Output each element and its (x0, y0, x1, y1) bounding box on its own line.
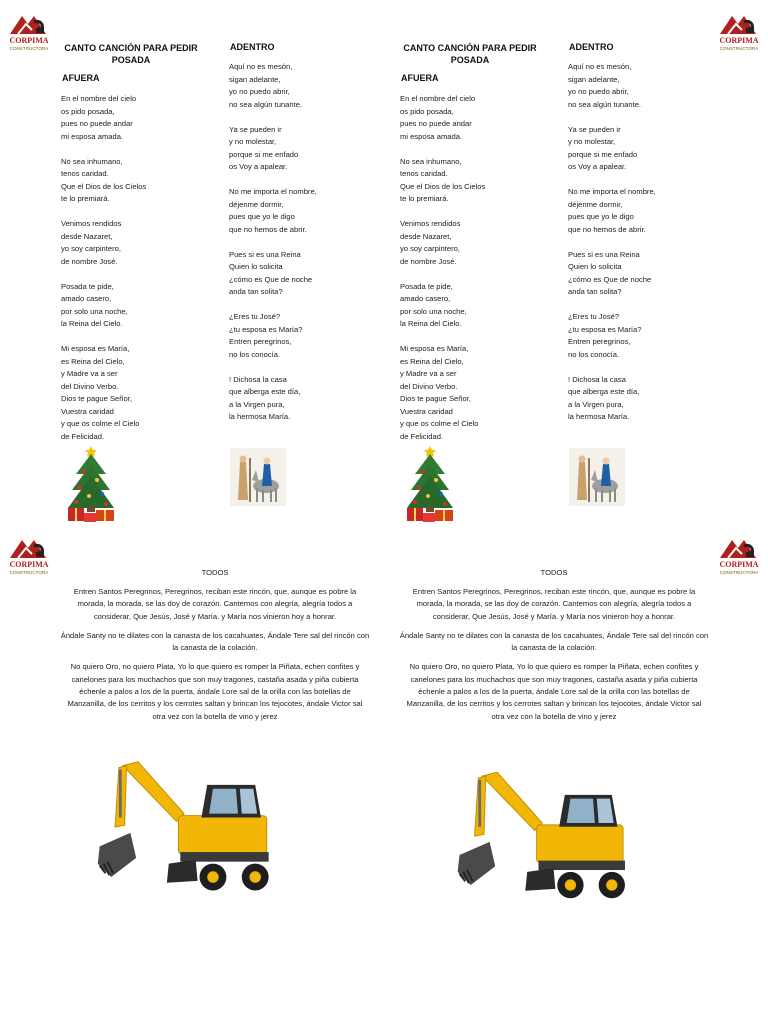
svg-text:CORPIMA: CORPIMA (719, 560, 759, 569)
adentro-stanza: ! Dichosa la casa que alberga este día, a la Virgen pura, la hermosa María. (229, 374, 301, 421)
afuera-stanza: Mi esposa es María, es Reina del Cielo, y Madre va a ser del Divino Verbo. Dios te pague Señor, Vuestra caridad y que os colme el Cielo de Felicidad. (400, 344, 479, 441)
adentro-stanza: Pues si es una Reina Quien lo solicita ¿cómo es Que de noche anda tan solita? (229, 249, 313, 296)
christmas-tree-image (62, 444, 120, 529)
nativity-image (230, 448, 286, 511)
afuera-stanza: Mi esposa es María, es Reina del Cielo, y Madre va a ser del Divino Verbo. Dios te pague Señor, Vuestra caridad y que os colme el Cielo de Felicidad. (61, 344, 140, 441)
afuera-heading: AFUERA (62, 73, 100, 83)
todos-paragraph: Entren Santos Peregrinos, Peregrinos, reciban este rincón, que, aunque es pobre la morada, la morada, se las doy de corazón. Cantemos con alegría, alegría todos a considerar, Que Jesús, José y María. y María nos vinieron hoy a honrar. (412, 587, 696, 621)
afuera-stanza: En el nombre del cielo os pido posada, pues no puede andar mi esposa amada. (61, 94, 137, 141)
corpima-logo (4, 530, 54, 580)
afuera-stanza: Posada te pide, amado casero, por solo una noche, la Reina del Cielo. (61, 281, 128, 328)
adentro-stanza: Pues si es una Reina Quien lo solicita ¿cómo es Que de noche anda tan solita? (568, 249, 652, 296)
adentro-heading: ADENTRO (230, 42, 275, 52)
excavator-image (452, 766, 640, 917)
adentro-stanza: ¿Eres tu José? ¿tu esposa es María? Entren peregrinos, no los conocía. (229, 312, 303, 359)
afuera-stanza: Venimos rendidos desde Nazaret, yo soy carpintero, de nombre José. (400, 219, 461, 266)
svg-text:CONSTRUCTORA: CONSTRUCTORA (9, 46, 49, 51)
adentro-stanza: No me importa el nombre, déjenme dormir, pues que yo le digo que no hemos de abrir. (568, 187, 656, 234)
afuera-verses (61, 93, 211, 443)
christmas-tree-image (401, 444, 459, 529)
adentro-stanza: Aquí no es mesón, sigan adelante, yo no puedo abrir, no sea algún tunante. (229, 62, 303, 109)
todos-paragraph: No quiero Oro, no quiero Plata, Yo lo que quiero es romper la Piñata, echen confites y canelones para los muchachos que son muy tragones, castaña asada y piña cubierta échenle a palos a los de la puerta, ándale Lore sal de la orilla con las botellas de Manzanilla, de los cerritos y los cerrotes saltan y brincan los tejocotes, ándale Victor sal otra vez con la botella de vino y jerez (67, 662, 363, 721)
adentro-stanza: Aquí no es mesón, sigan adelante, yo no puedo abrir, no sea algún tunante. (568, 62, 642, 109)
adentro-verses (568, 61, 718, 424)
todos-paragraph: Ándale Santy no te dilates con la canasta de los cacahuates, Ándale Tere sal del rincón con la canasta de la colación. (60, 630, 370, 653)
nativity-image (569, 448, 625, 511)
adentro-stanza: ¿Eres tu José? ¿tu esposa es María? Entren peregrinos, no los conocía. (568, 312, 642, 359)
todos-paragraph: Entren Santos Peregrinos, Peregrinos, reciban este rincón, que, aunque es pobre la morada, la morada, se las doy de corazón. Cantemos con alegría, alegría todos a considerar, Que Jesús, José y María. y María nos vinieron hoy a honrar. (73, 587, 357, 621)
corpima-logo (4, 6, 54, 56)
adentro-stanza: ! Dichosa la casa que alberga este día, a la Virgen pura, la hermosa María. (568, 374, 640, 421)
svg-text:CORPIMA: CORPIMA (719, 36, 759, 45)
corpima-logo (714, 6, 764, 56)
svg-text:CONSTRUCTORA: CONSTRUCTORA (719, 46, 759, 51)
afuera-stanza: No sea inhumano, tenos caridad. Que el Dios de los Cielos te lo premiará. (61, 156, 147, 203)
todos-body (60, 586, 370, 730)
todos-paragraph: No quiero Oro, no quiero Plata, Yo lo que quiero es romper la Piñata, echen confites y canelones para los muchachos que son muy tragones, castaña asada y piña cubierta échenle a palos a los de la puerta, ándale Lore sal de la orilla con las botellas de Manzanilla, de los cerritos y los cerrotes saltan y brincan los tejocotes, ándale Victor sal otra vez con la botella de vino y jerez (406, 662, 702, 721)
afuera-verses (400, 93, 550, 443)
adentro-stanza: Ya se pueden ir y no molestar, porque si me enfado os Voy a apalear. (568, 124, 638, 171)
adentro-heading: ADENTRO (569, 42, 614, 52)
todos-body (399, 586, 709, 730)
svg-text:CORPIMA: CORPIMA (9, 36, 49, 45)
svg-text:CONSTRUCTORA: CONSTRUCTORA (9, 570, 49, 575)
excavator-image (92, 756, 284, 909)
adentro-verses (229, 61, 379, 424)
adentro-stanza: No me importa el nombre, déjenme dormir, pues que yo le digo que no hemos de abrir. (229, 187, 317, 234)
adentro-stanza: Ya se pueden ir y no molestar, porque si me enfado os Voy a apalear. (229, 124, 299, 171)
afuera-stanza: No sea inhumano, tenos caridad. Que el Dios de los Cielos te lo premiará. (400, 156, 486, 203)
afuera-heading: AFUERA (401, 73, 439, 83)
afuera-stanza: Posada te pide, amado casero, por solo una noche, la Reina del Cielo. (400, 281, 467, 328)
afuera-stanza: En el nombre del cielo os pido posada, pues no puede andar mi esposa amada. (400, 94, 476, 141)
todos-paragraph: Ándale Santy no te dilates con la canasta de los cacahuates, Ándale Tere sal del rincón con la canasta de la colación. (399, 630, 709, 653)
corpima-logo (714, 530, 764, 580)
svg-text:CORPIMA: CORPIMA (9, 560, 49, 569)
todos-heading: TODOS (201, 568, 229, 577)
afuera-stanza: Venimos rendidos desde Nazaret, yo soy carpintero, de nombre José. (61, 219, 122, 266)
svg-text:CONSTRUCTORA: CONSTRUCTORA (719, 570, 759, 575)
todos-heading: TODOS (540, 568, 568, 577)
song-title: CANTO CANCIÓN PARA PEDIR POSADA (403, 43, 537, 65)
song-title: CANTO CANCIÓN PARA PEDIR POSADA (64, 43, 198, 65)
